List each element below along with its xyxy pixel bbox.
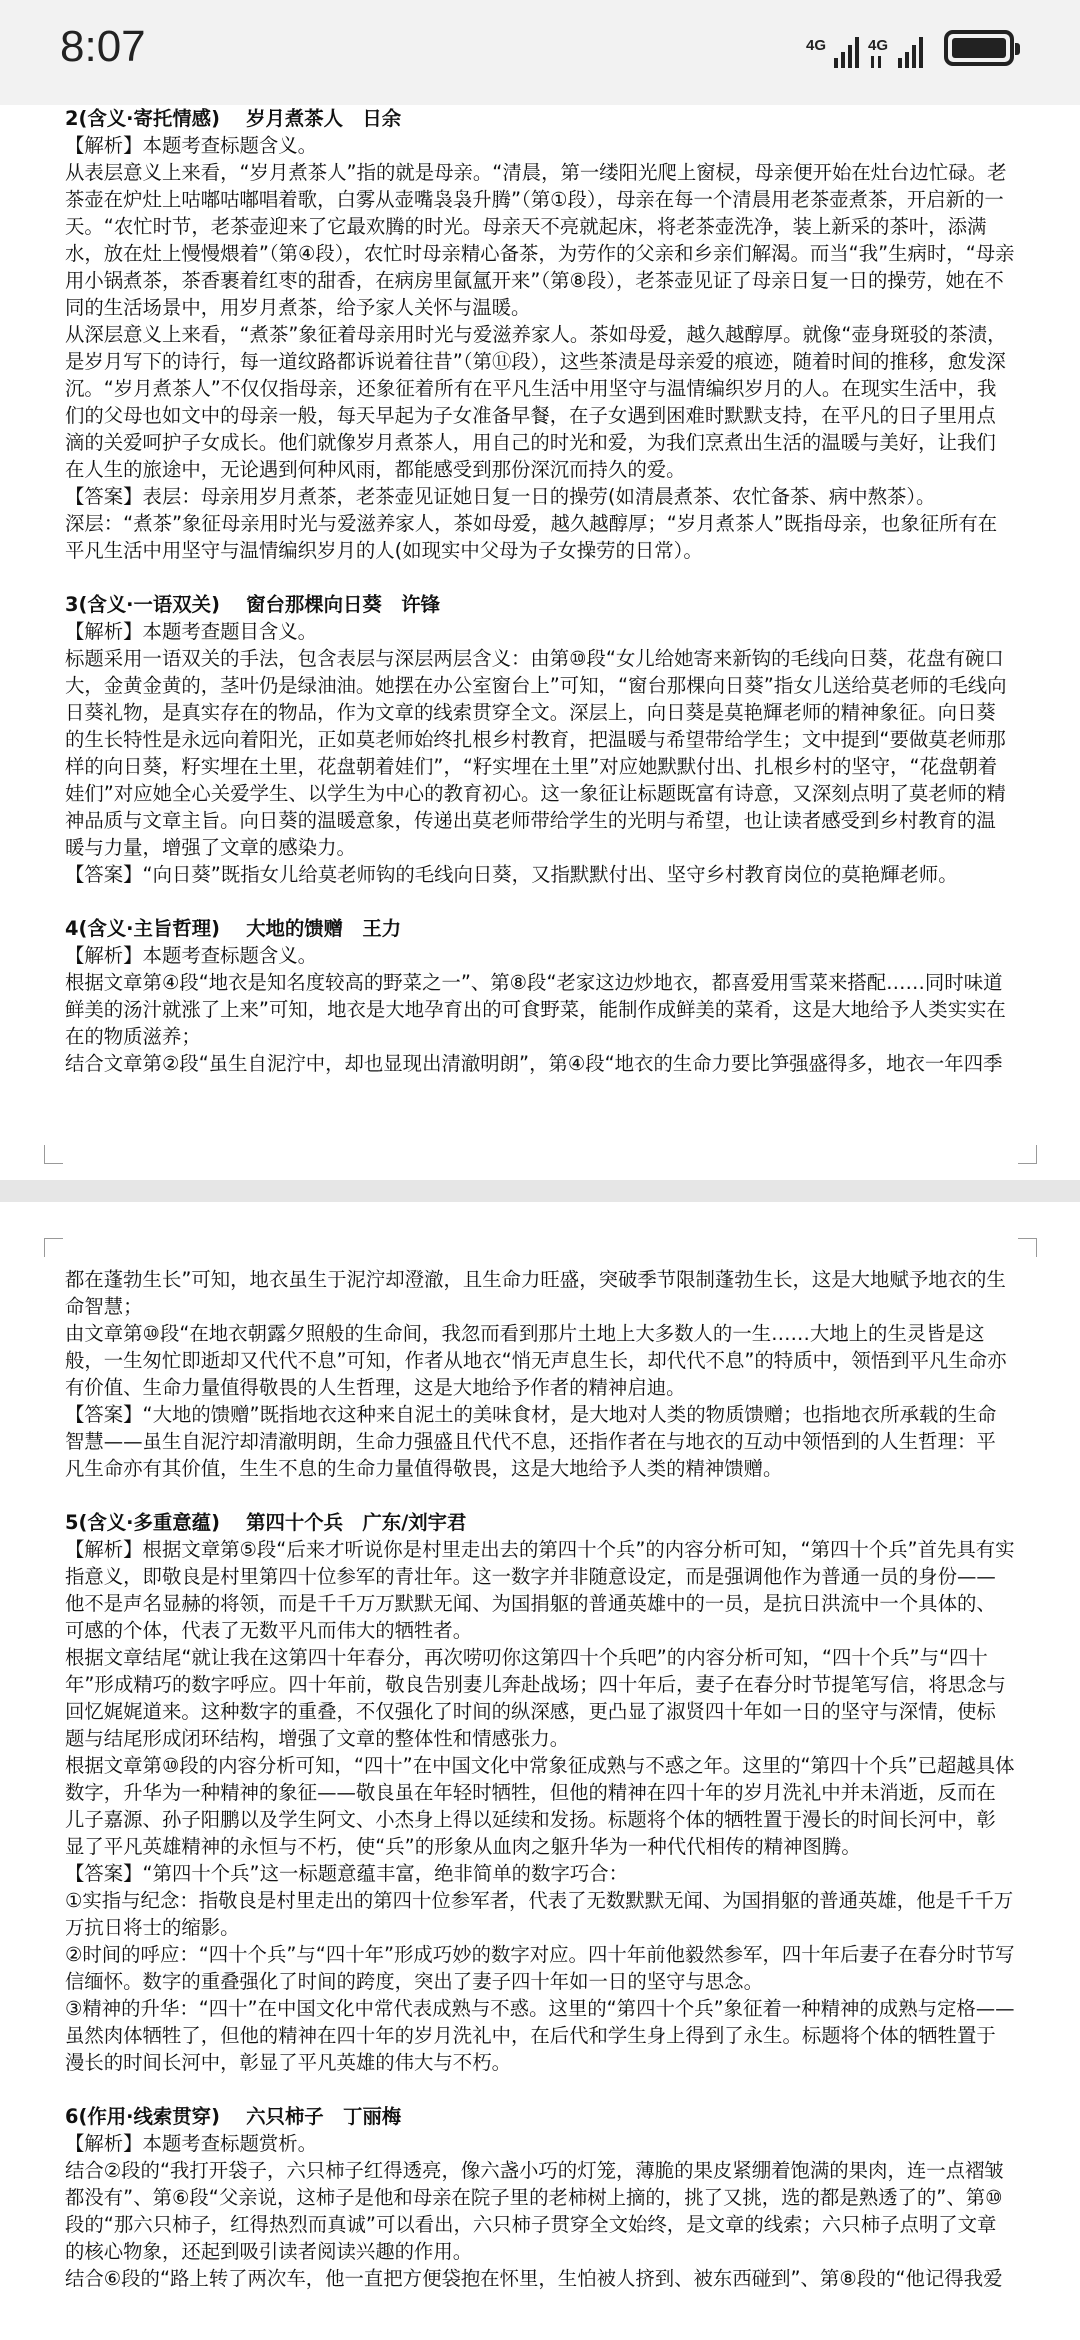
paragraph: 根据文章第⑩段的内容分析可知，“四十”在中国文化中常象征成熟与不惑之年。这里的“第四十个兵”已超越具体数字，升华为一种精神的象征——敬良虽在年轻时牺牲，但他的精神在四十年的岁月洗礼中并未消逝，反而在儿子嘉源、孙子阳鹏以及学生阿文、小杰身上得以延续和发扬。标题将个体的牺牲置于漫长的时间长河中，彰显了平凡英雄精神的永恒与不朽，使“兵”的形象从血肉之躯升华为一种代代相传的精神图腾。 [65, 1754, 1015, 1858]
paragraph: ①实指与纪念：指敬良是村里走出的第四十位参军者，代表了无数默默无闻、为国捐躯的普通英雄，他是千千万万抗日将士的缩影。 [65, 1889, 1014, 1939]
paragraph: 【答案】“第四十个兵”这一标题意蕴丰富，绝非简单的数字巧合： [65, 1862, 629, 1885]
svg-text:4G: 4G [806, 37, 827, 54]
paragraph: 【答案】表层：母亲用岁月煮茶，老茶壶见证她日复一日的操劳(如清晨煮茶、农忙备茶、病中熬茶）。 [65, 485, 936, 508]
page-1-content [65, 105, 1015, 1077]
paragraph: 根据文章第④段“地衣是知名度较高的野菜之一”、第⑧段“老家这边炒地衣，都喜爱用雪菜来搭配……同时味道鲜美的汤汁就涨了上来”可知，地衣是大地孕育出的可食野菜，能制作成鲜美的菜肴，这是大地给予人类实实在在的物质滋养； [65, 971, 1006, 1048]
paragraph-spacer [65, 888, 1015, 915]
paragraph: 【解析】本题考查标题含义。 [65, 944, 318, 967]
paragraph-spacer [65, 1482, 1015, 1509]
paragraph: 根据文章结尾“就让我在这第四十年春分，再次唠叨你这第四十个兵吧”的内容分析可知，“四十个兵”与“四十年”形成精巧的数字呼应。四十年前，敬良告别妻儿奔赴战场；四十年后，妻子在春分时节提笔写信，将思念与回忆娓娓道来。这种数字的重叠，不仅强化了时间的纵深感，更凸显了淑贤四十年如一日的坚守与深情，使标题与结尾形成闭环结构，增强了文章的整体性和情感张力。 [65, 1646, 1006, 1750]
status-bar [0, 0, 1080, 105]
crop-mark [44, 1238, 63, 1257]
page-2-content [65, 1266, 1015, 2292]
section-heading: 3(含义·一语双关) 窗台那棵向日葵 许锋 [65, 593, 440, 616]
paragraph: 【解析】本题考查标题赏析。 [65, 2132, 318, 2155]
paragraph: 【解析】本题考查题目含义。 [65, 620, 318, 643]
status-time: 8:07 [60, 22, 146, 71]
paragraph: 【解析】根据文章第⑤段“后来才听说你是村里走出去的第四十个兵”的内容分析可知，“第四十个兵”首先具有实指意义，即敬良是村里第四十位参军的青壮年。这一数字并非随意设定，而是强调他作为普通一员的身份——他不是声名显赫的将领，而是千千万万默默无闻、为国捐躯的普通英雄中的一员，是抗日洪流中一个具体的、可感的个体，代表了无数平凡而伟大的牺牲者。 [65, 1538, 1015, 1642]
section-heading: 4(含义·主旨哲理) 大地的馈赠 王力 [65, 917, 402, 940]
paragraph: ③精神的升华：“四十”在中国文化中常代表成熟与不惑。这里的“第四十个兵”象征着一种精神的成熟与定格——虽然肉体牺牲了，但他的精神在四十年的岁月洗礼中，在后代和学生身上得到了永生。标题将个体的牺牲置于漫长的时间长河中，彰显了平凡英雄的伟大与不朽。 [65, 1997, 1015, 2074]
section-heading: 6(作用·线索贯穿) 六只柿子 丁丽梅 [65, 2105, 402, 2128]
paragraph: ②时间的呼应：“四十个兵”与“四十年”形成巧妙的数字对应。四十年前他毅然参军，四十年后妻子在春分时节写信缅怀。数字的重叠强化了时间的跨度，突出了妻子四十年如一日的坚守与思念。 [65, 1943, 1015, 1993]
paragraph: 【答案】“大地的馈赠”既指地衣这种来自泥土的美味食材，是大地对人类的物质馈赠；也指地衣所承载的生命智慧——虽生自泥泞却清澈明朗，生命力强盛且代代不息，还指作者在与地衣的互动中领悟到的人生哲理：平凡生命亦有其价值，生生不息的生命力量值得敬畏，这是大地给予人类的精神馈赠。 [65, 1403, 997, 1480]
battery-icon [944, 30, 1014, 66]
crop-mark [44, 1145, 63, 1164]
paragraph: 结合文章第②段“虽生自泥泞中，却也显现出清澈明朗”，第④段“地衣的生命力要比笋强盛得多，地衣一年四季 [65, 1052, 1003, 1075]
paragraph: 【解析】本题考查标题含义。 [65, 134, 318, 157]
paragraph-spacer [65, 2076, 1015, 2103]
paragraph: 结合⑥段的“路上转了两次车，他一直把方便袋抱在怀里，生怕被人挤到、被东西碰到”、第⑧段的“他记得我爱 [65, 2267, 1003, 2290]
crop-mark [1018, 1238, 1037, 1257]
signal-4g-icon [806, 34, 864, 70]
paragraph: 标题采用一语双关的手法，包含表层与深层两层含义：由第⑩段“女儿给她寄来新钩的毛线向日葵，花盘有碗口大，金黄金黄的，茎叶仍是绿油油。她摆在办公室窗台上”可知，“窗台那棵向日葵”指女儿送给莫老师的毛线向日葵礼物，是真实存在的物品，作为文章的线索贯穿全文。深层上，向日葵是莫艳輝老师的精神象征。向日葵的生长特性是永远向着阳光，正如莫老师始终扎根乡村教育，把温暖与希望带给学生；文中提到“要做莫老师那样的向日葵，籽实埋在土里，花盘朝着娃们”，“籽实埋在土里”对应她默默付出、扎根乡村的坚守，“花盘朝着娃们”对应她全心关爱学生、以学生为中心的教育初心。这一象征让标题既富有诗意，又深刻点明了莫老师的精神品质与文章主旨。向日葵的温暖意象，传递出莫老师带给学生的光明与希望，也让读者感受到乡村教育的温暖与力量，增强了文章的感染力。 [65, 647, 1007, 859]
signal-4g-icon-2 [868, 34, 928, 70]
section-heading: 2(含义·寄托情感) 岁月煮茶人 日余 [65, 107, 402, 130]
page-separator [0, 1180, 1080, 1202]
svg-text:4G: 4G [868, 37, 889, 54]
paragraph: 都在蓬勃生长”可知，地衣虽生于泥泞却澄澈，且生命力旺盛，突破季节限制蓬勃生长，这是大地赋予地衣的生命智慧； [65, 1268, 1006, 1318]
section-heading: 5(含义·多重意蕴) 第四十个兵 广东/刘宇君 [65, 1511, 467, 1534]
crop-mark [1018, 1145, 1037, 1164]
paragraph-spacer [65, 564, 1015, 591]
paragraph: 从深层意义上来看，“煮茶”象征着母亲用时光与爱滋养家人。茶如母爱，越久越醇厚。就像“壶身斑驳的茶渍，是岁月写下的诗行，每一道纹路都诉说着往昔”（第⑪段），这些茶渍是母亲爱的痕迹，随着时间的推移，愈发深沉。“岁月煮茶人”不仅仅指母亲，还象征着所有在平凡生活中用坚守与温情编织岁月的人。在现实生活中，我们的父母也如文中的母亲一般，每天早起为子女准备早餐，在子女遇到困难时默默支持，在平凡的日子里用点滴的关爱呵护子女成长。他们就像岁月煮茶人，用自己的时光和爱，为我们烹煮出生活的温暖与美好，让我们在人生的旅途中，无论遇到何种风雨，都能感受到那份深沉而持久的爱。 [65, 323, 1007, 481]
document-page-1 [0, 105, 1080, 1180]
paragraph: 从表层意义上来看，“岁月煮茶人”指的就是母亲。“清晨，第一缕阳光爬上窗棂，母亲便开始在灶台边忙碌。老茶壶在炉灶上咕嘟咕嘟唱着歌，白雾从壶嘴袅袅升腾”（第①段），母亲在每一个清晨用老茶壶煮茶，开启新的一天。“农忙时节，老茶壶迎来了它最欢腾的时光。母亲天不亮就起床，将老茶壶洗净，装上新采的茶叶，添满水，放在灶上慢慢煨着”（第④段），农忙时母亲精心备茶，为劳作的父亲和乡亲们解渴。而当“我”生病时，“母亲用小锅煮茶，茶香裹着红枣的甜香，在病房里氤氲开来”（第⑧段），老茶壶见证了母亲日复一日的操劳，她在不同的生活场景中，用岁月煮茶，给予家人关怀与温暖。 [65, 161, 1015, 319]
paragraph: 由文章第⑩段“在地衣朝露夕照般的生命间，我忽而看到那片土地上大多数人的一生……大地上的生灵皆是这般，一生匆忙即逝却又代代不息”可知，作者从地衣“悄无声息生长，却代代不息”的特质中，领悟到平凡生命亦有价值、生命力量值得敬畏的人生哲理，这是大地给予作者的精神启迪。 [65, 1322, 1007, 1399]
paragraph: 【答案】“向日葵”既指女儿给莫老师钩的毛线向日葵，又指默默付出、坚守乡村教育岗位的莫艳輝老师。 [65, 863, 958, 886]
document-page-2 [0, 1202, 1080, 2340]
paragraph: 结合②段的“我打开袋子，六只柿子红得透亮，像六盏小巧的灯笼，薄脆的果皮紧绷着饱满的果肉，连一点褶皱都没有”、第⑥段“父亲说，这柿子是他和母亲在院子里的老柿树上摘的，挑了又挑，选的都是熟透了的”、第⑩段的“那六只柿子，红得热烈而真诚”可以看出，六只柿子贯穿全文始终，是文章的线索；六只柿子点明了文章的核心物象，还起到吸引读者阅读兴趣的作用。 [65, 2159, 1004, 2263]
paragraph: 深层：“煮茶”象征母亲用时光与爱滋养家人，茶如母爱，越久越醇厚；“岁月煮茶人”既指母亲，也象征所有在平凡生活中用坚守与温情编织岁月的人(如现实中父母为子女操劳的日常）。 [65, 512, 998, 562]
